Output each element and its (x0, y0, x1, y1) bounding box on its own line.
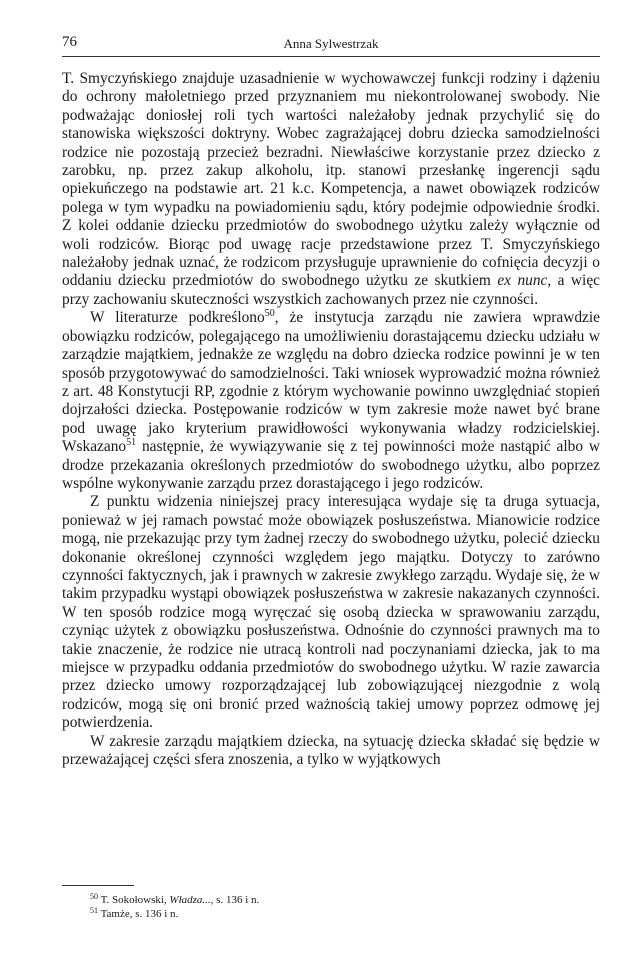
footnote-text: , s. 136 i n. (210, 894, 260, 906)
footnote-separator (62, 885, 134, 886)
footnote-text: T. Sokołowski, (100, 894, 170, 906)
paragraph-4 (62, 733, 600, 770)
paragraph-3 (62, 493, 600, 732)
paragraph-text: , a więc przy zachowaniu skuteczności wszystkich zachowanych przez nie czynności. (62, 272, 600, 308)
footnote-ref-51[interactable]: 51 (126, 437, 137, 449)
paragraph-text: T. Smyczyńskiego znajduje uzasadnienie w wychowawczej funkcji rodziny i dążeniu do ochrony małoletniego przed przyznaniem mu niekontrolowanej swobody. Nie podważając doniosłej roli tych wartości należałoby jednak przychylić się do stanowiska większości doktryny. Wobec zagrażającej dobru dziecka samodzielności rodzice nie pozostają przecież bezradni. Niewłaściwe korzystanie przez dziecko z zarobku, np. przez zakup alkoholu, itp. stanowi przesłankę ingerencji sądu opiekuńczego na podstawie art. 21 k.c. Kompetencja, a nawet obowiązek rodziców polega w tym wypadku na powiadomieniu sądu, który podejmie odpowiednie środki. Z kolei oddanie dziecku przedmiotów do swobodnego użytku zależy wyłącznie od woli rodziców. Biorąc pod uwagę racje przedstawione przez T. Smyczyńskiego należałoby jednak uznać, że rodzicom przysługuje uprawnienie do cofnięcia decyzji o oddaniu dziecku przedmiotów do swobodnego użytku ze skutkiem (62, 70, 600, 290)
footnote-title: Władza... (169, 894, 211, 906)
paragraph-2 (62, 309, 600, 493)
footnote-51 (90, 907, 259, 921)
footnote-number: 50 (90, 892, 98, 901)
page-number: 76 (62, 34, 77, 50)
paragraph-text: Z punktu widzenia niniejszej pracy interesująca wydaje się ta druga sytuacja, ponieważ w jej ramach powstać może obowiązek posłuszeństwa. Mianowicie rodzice mogą, nie przekazując przy tym żadnej rzeczy do swobodnego użytku, polecić dziecku dokonanie określonej czynności względem jego majątku. Dotyczy to zarówno czynności faktycznych, jak i prawnych w zakresie zwykłego zarządu. Wydaje się, że w takim przypadku wystąpi obowiązek posłuszeństwa w zakresie nakazanych czynności. W ten sposób rodzice mogą wyręczać się osobą dziecka w sprawowaniu zarządu, czyniąc użytek z obowiązku posłuszeństwa. Odnośnie do czynności prawnych ma to takie znaczenie, że rodzice nie utracą kontroli nad poczynaniami dziecka, jak to ma miejsce w przypadku oddania przedmiotów do swobodnego użytku. W razie zawarcia przez dziecko umowy rozporządzającej lub zobowiązującej niezgodnie z wolą rodziców, mogą się oni bronić przed ważnością takiej umowy poprzez odmowę jej potwierdzenia. (62, 493, 600, 732)
running-head: Anna Sylwestrzak (283, 36, 379, 51)
footnote-50 (90, 893, 259, 907)
page-header (62, 34, 600, 57)
footnotes (90, 893, 259, 921)
body-text (62, 70, 600, 769)
paragraph-1 (62, 70, 600, 309)
paragraph-text: W zakresie zarządu majątkiem dziecka, na sytuację dziecka składać się będzie w przeważającej części sfera znoszenia, a tylko w wyjątkowych (62, 732, 600, 769)
paragraph-text: , że instytucja zarządu nie zawiera wprawdzie obowiązku rodziców, polegającego na umożliwieniu dorastającemu dziecku udziału w zarządzie majątkiem, jednakże ze względu na dobro dziecka rodzice powinni je w ten sposób przygotowywać do samodzielności. Taki wniosek wyprowadzić można również z art. 48 Konstytucji RP, zgodnie z którym wychowanie powinno uwzględniać stopień dojrzałości dziecka. Postępowanie rodziców w tym zakresie może nawet być brane pod uwagę jako kryterium prawidłowości wykonywania władzy rodzicielskiej. Wskazano (62, 309, 600, 456)
footnote-number: 51 (90, 906, 98, 915)
paragraph-text: następnie, że wywiązywanie się z tej powinności może nastąpić albo w drodze przekazania określonych przedmiotów do swobodnego użytku, albo poprzez wspólne wykonywanie zarządu przez dorastającego i jego rodziców. (62, 438, 600, 492)
latin-phrase: ex nunc (497, 272, 548, 290)
footnote-text: Tamże, s. 136 i n. (100, 908, 179, 920)
paragraph-text: W literaturze podkreślono (90, 309, 265, 327)
footnote-ref-50[interactable]: 50 (264, 308, 275, 320)
